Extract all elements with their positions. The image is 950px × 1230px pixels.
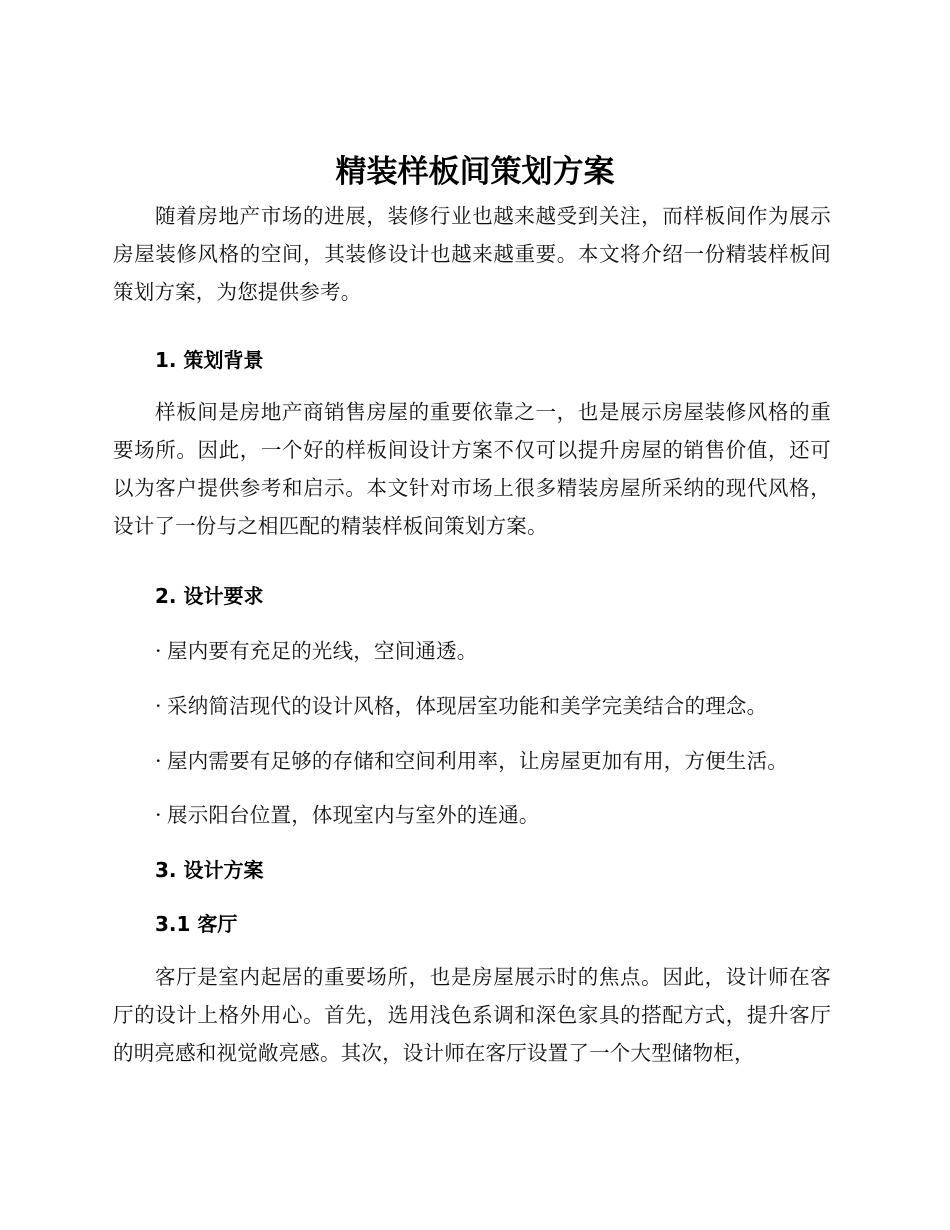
- bullet-marker: ·: [155, 694, 162, 718]
- requirement-text: 屋内需要有足够的存储和空间利用率，让房屋更加有用，方便生活。: [167, 749, 788, 773]
- bullet-marker: ·: [155, 803, 162, 827]
- living-room-paragraph: 客厅是室内起居的重要场所，也是房屋展示时的焦点。因此，设计师在客厅的设计上格外用心。首先，选用浅色系调和深色家具的搭配方式，提升客厅的明亮感和视觉敞亮感。其次，设计师在客厅设置了一个大型储物柜，: [113, 965, 831, 1065]
- requirement-text: 展示阳台位置，体现室内与室外的连通。: [167, 803, 540, 827]
- section-heading-design: 3. 设计方案: [155, 858, 264, 882]
- document-title: 精装样板间策划方案: [335, 154, 615, 190]
- intro-paragraph: 随着房地产市场的进展，装修行业也越来越受到关注，而样板间作为展示房屋装修风格的空间，其装修设计也越来越重要。本文将介绍一份精装样板间策划方案，为您提供参考。: [113, 204, 831, 304]
- requirement-item: [155, 800, 835, 830]
- requirement-item: [155, 746, 835, 776]
- requirement-item: [155, 636, 835, 666]
- bullet-marker: ·: [155, 639, 162, 663]
- background-paragraph: 样板间是房地产商销售房屋的重要依靠之一，也是展示房屋装修风格的重要场所。因此，一个好的样板间设计方案不仅可以提升房屋的销售价值，还可以为客户提供参考和启示。本文针对市场上很多精装房屋所采纳的现代风格，设计了一份与之相匹配的精装样板间策划方案。: [113, 400, 831, 538]
- requirement-text: 屋内要有充足的光线，空间通透。: [167, 639, 478, 663]
- section-heading-requirements: 2. 设计要求: [155, 584, 264, 608]
- subsection-heading-living-room: 3.1 客厅: [155, 912, 238, 936]
- section-heading-background: 1. 策划背景: [155, 348, 264, 372]
- requirement-item: [155, 691, 835, 721]
- bullet-marker: ·: [155, 749, 162, 773]
- requirement-text: 采纳简洁现代的设计风格，体现居室功能和美学完美结合的理念。: [167, 694, 768, 718]
